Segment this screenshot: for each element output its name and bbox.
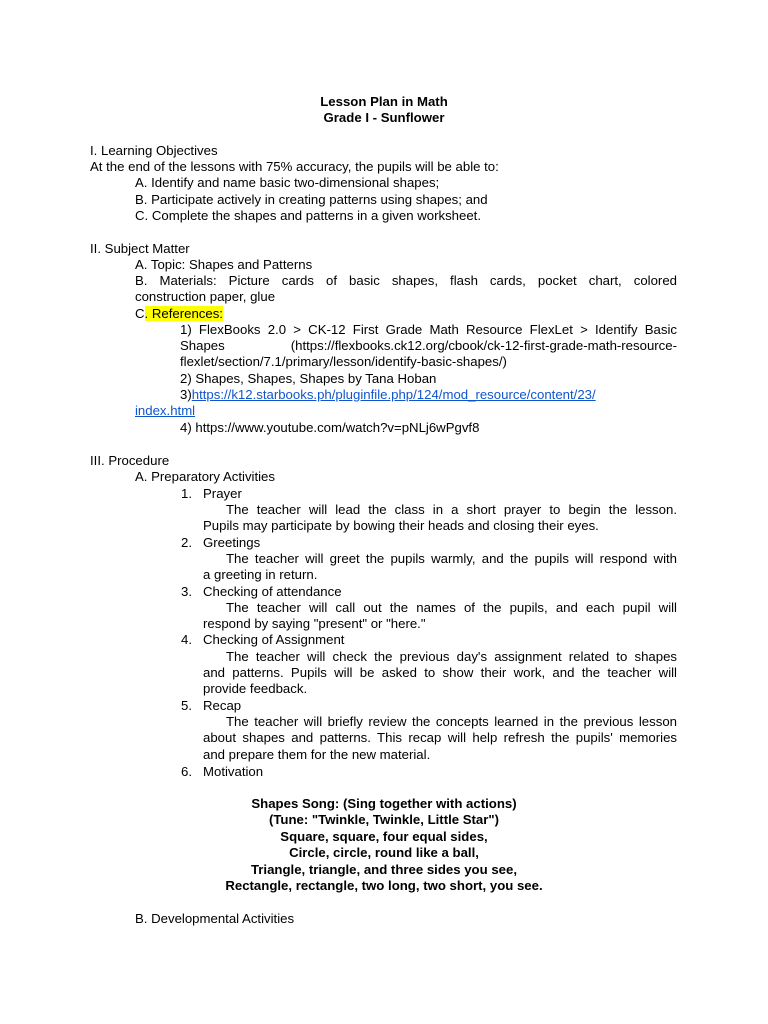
step-6-title: Motivation [203,764,264,779]
preparatory-heading: A. Preparatory Activities [135,469,275,484]
step-3-title: Checking of attendance [203,584,342,599]
reference-3-link-cont-wrap [135,403,195,419]
step-1-line1: The teacher will lead the class in a short prayer to begin the lesson. [226,502,677,517]
step-1-line2: Pupils may participate by bowing their heads and closing their eyes. [203,518,599,533]
step-3-number: 3. [181,584,192,599]
step-4-line3: provide feedback. [203,681,308,696]
step-3-line2: respond by saying "present" or "here." [203,616,426,631]
song-line-5: Triangle, triangle, and three sides you see, [250,862,518,877]
step-5-line1: The teacher will briefly review the concepts learned in the previous lesson [226,714,677,729]
step-4-line1: The teacher will check the previous day's assignment related to shapes [226,649,677,664]
references-letter: C [135,306,145,321]
subject-topic: A. Topic: Shapes and Patterns [135,257,313,272]
objective-a: A. Identify and name basic two-dimensional shapes; [135,175,440,190]
step-2-number: 2. [181,535,192,550]
reference-2: 2) Shapes, Shapes, Shapes by Tana Hoban [180,371,437,386]
reference-1-line2: Shapes (https://flexbooks.ck12.org/cbook/ck-12-first-grade-math-resource- [180,338,677,353]
subject-materials-line2: construction paper, glue [135,289,276,304]
references-label [135,306,223,322]
reference-3-prefix: 3) [180,387,192,402]
song-line-3: Square, square, four equal sides, [280,829,488,844]
song-line-1: Shapes Song: (Sing together with actions) [251,796,517,811]
subject-materials-line1: B. Materials: Picture cards of basic shapes, flash cards, pocket chart, colored [135,273,677,288]
step-5-title: Recap [203,698,242,713]
objective-b: B. Participate actively in creating patterns using shapes; and [135,192,488,207]
subject-heading: II. Subject Matter [90,241,190,256]
song-line-4: Circle, circle, round like a ball, [289,845,479,860]
reference-4: 4) https://www.youtube.com/watch?v=pNLj6wPgvf8 [180,420,480,435]
step-6-number: 6. [181,764,192,779]
step-4-title: Checking of Assignment [203,632,345,647]
reference-3-link-cont[interactable]: index.html [135,403,196,418]
step-1-number: 1. [181,486,192,501]
developmental-heading: B. Developmental Activities [135,911,295,926]
reference-1-line1: 1) FlexBooks 2.0 > CK-12 First Grade Math Resource FlexLet > Identify Basic [180,322,677,337]
step-5-number: 5. [181,698,192,713]
reference-3 [180,387,596,403]
objectives-heading: I. Learning Objectives [90,143,218,158]
song-line-2: (Tune: "Twinkle, Twinkle, Little Star") [268,812,500,827]
reference-1-line3: flexlet/section/7.1/primary/lesson/identify-basic-shapes/) [180,354,507,369]
song-line-6: Rectangle, rectangle, two long, two short, you see. [225,878,543,893]
step-5-line2: about shapes and patterns. This recap will help refresh the pupils' memories [203,730,677,745]
doc-subtitle: Grade I - Sunflower [323,110,445,125]
step-2-line1: The teacher will greet the pupils warmly, and the pupils will respond with [226,551,677,566]
step-2-line2: a greeting in return. [203,567,318,582]
doc-title: Lesson Plan in Math [320,94,448,109]
references-highlight: . References: [144,306,223,321]
step-2-title: Greetings [203,535,261,550]
step-1-title: Prayer [203,486,242,501]
objective-c: C. Complete the shapes and patterns in a given worksheet. [135,208,482,223]
step-4-line2: and patterns. Pupils will be asked to show their work, and the teacher will [203,665,677,680]
step-3-line1: The teacher will call out the names of the pupils, and each pupil will [226,600,677,615]
step-4-number: 4. [181,632,192,647]
reference-3-link[interactable]: https://k12.starbooks.ph/pluginfile.php/124/mod_resource/content/23/ [191,387,596,402]
objectives-intro: At the end of the lessons with 75% accuracy, the pupils will be able to: [90,159,499,174]
procedure-heading: III. Procedure [90,453,170,468]
step-5-line3: and prepare them for the new material. [203,747,431,762]
